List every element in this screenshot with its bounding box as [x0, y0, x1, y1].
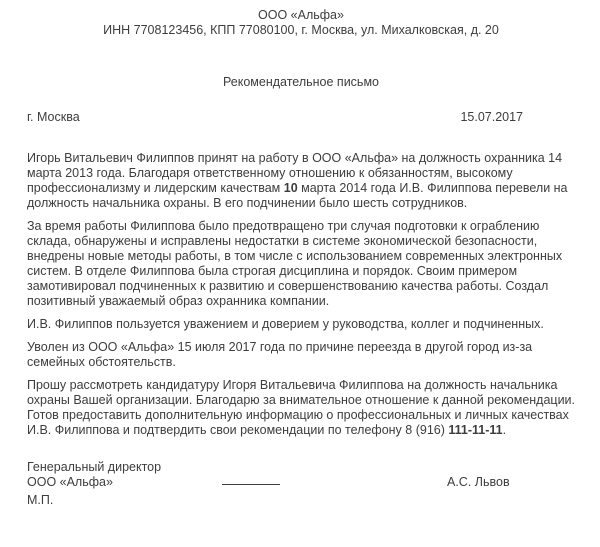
- signer-position-line1: Генеральный директор: [27, 460, 162, 474]
- paragraph: Уволен из ООО «Альфа» 15 июля 2017 года по причине переезда в другой город из-за семейных обстоятельств.: [27, 340, 533, 369]
- city-label: г. Москва: [27, 110, 80, 124]
- date-label: 15.07.2017: [460, 110, 523, 124]
- meta-row: [27, 110, 575, 125]
- paragraph: Игорь Витальевич Филиппов принят на работу в ООО «Альфа» на должность охранника 14 марта 2013 года. Благодаря ответственному отношению к обязанностям, высокому профессионализму и лидерским качествам 10 марта 2014 года И.В. Филиппова перевели на должность начальника охраны. В его подчинении было шесть сотрудников.: [27, 151, 568, 210]
- company-requisites: ИНН 7708123456, КПП 77080100, г. Москва, ул. Михалковская, д. 20: [103, 23, 499, 37]
- letterhead: [27, 8, 575, 38]
- paragraph: И.В. Филиппов пользуется уважением и доверием у руководства, коллег и подчиненных.: [27, 317, 544, 331]
- signature-line: [222, 484, 280, 485]
- letter-paragraphs: [27, 151, 575, 438]
- seal-placeholder: М.П.: [27, 493, 54, 507]
- signature-block: [27, 460, 575, 490]
- document-title: Рекомендательное письмо: [223, 75, 379, 89]
- signer-position-line2: ООО «Альфа»: [27, 475, 113, 489]
- company-name: ООО «Альфа»: [258, 8, 344, 22]
- signer-name: А.С. Львов: [447, 475, 510, 489]
- paragraph: За время работы Филиппова было предотвращено три случая подготовки к ограблению склада, обнаружены и исправлены недостатки в системе экономической безопасности, внедрены новые методы работы, в том числе с использованием современных электронных систем. В отделе Филиппова была строгая дисциплина и порядок. Своим примером замотивировал подчиненных к развитию и совершенствованию качества работы. Создал позитивный уважаемый образ охранника компании.: [27, 219, 563, 308]
- paragraph: Прошу рассмотреть кандидатуру Игоря Витальевича Филиппова на должность начальника охраны Вашей организации. Благодарю за внимательное отношение к данной рекомендации. Готов предоставить дополнительную информацию о профессиональных и личных качествах И.В. Филиппова и подтвердить свои рекомендации по телефону 8 (916) 111-11-11.: [27, 378, 576, 437]
